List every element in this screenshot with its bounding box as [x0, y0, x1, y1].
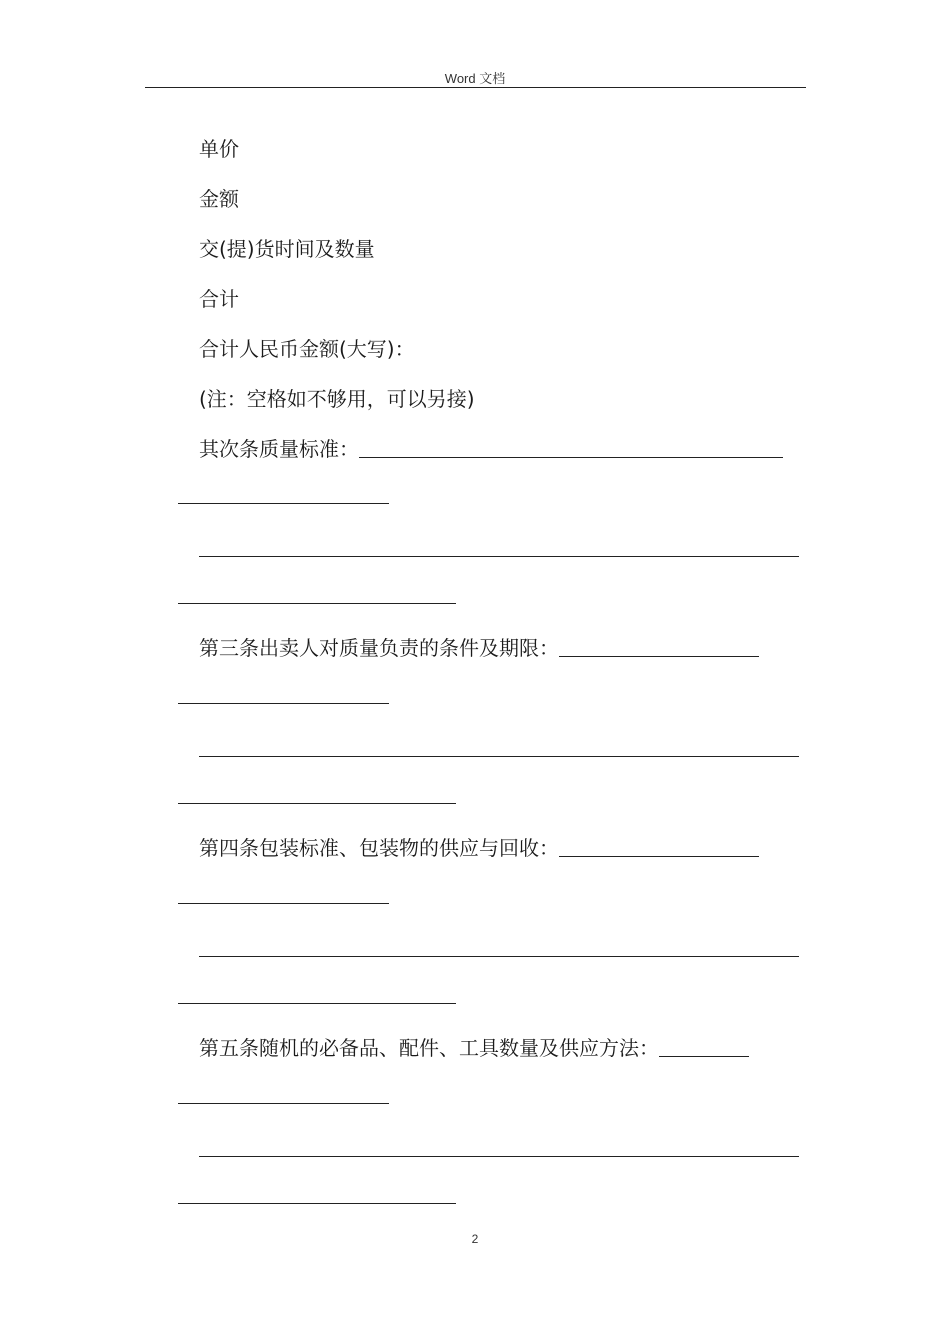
clause2-extra-line — [199, 533, 799, 563]
amount-label — [199, 184, 239, 214]
page-number: 2 — [471, 1232, 479, 1246]
delivery-text: 交(提)货时间及数量 — [199, 237, 375, 261]
clause5-extra-line — [199, 1133, 799, 1163]
clause3-extra-continuation — [178, 780, 456, 810]
clause2-continuation — [178, 480, 389, 510]
clause3-line — [199, 633, 759, 663]
note-text — [199, 384, 475, 414]
clause5-extra-blank[interactable] — [199, 1156, 799, 1157]
clause3-continuation-blank[interactable] — [178, 703, 389, 704]
clause4-extra-continuation — [178, 980, 456, 1010]
clause3-continuation — [178, 680, 389, 710]
clause4-extra-continuation-blank[interactable] — [178, 1003, 456, 1004]
clause4-blank[interactable] — [559, 856, 759, 857]
total-rmb-text: 合计人民币金额(大写)： — [199, 337, 415, 361]
clause2-extra-blank[interactable] — [199, 556, 799, 557]
total-rmb-label — [199, 334, 415, 364]
clause5-extra-continuation-blank[interactable] — [178, 1203, 456, 1204]
delivery-label — [199, 234, 375, 264]
clause5-extra-continuation — [178, 1180, 456, 1210]
clause4-label: 第四条包装标准、包装物的供应与回收： — [199, 836, 559, 860]
clause2-label: 其次条质量标准： — [199, 437, 359, 461]
clause2-extra-continuation-blank[interactable] — [178, 603, 456, 604]
clause4-extra-blank[interactable] — [199, 956, 799, 957]
clause5-continuation — [178, 1080, 389, 1110]
clause4-continuation — [178, 880, 389, 910]
clause5-blank[interactable] — [659, 1056, 749, 1057]
clause3-extra-continuation-blank[interactable] — [178, 803, 456, 804]
header-rule — [145, 87, 806, 88]
clause2-extra-continuation — [178, 580, 456, 610]
clause3-extra-blank[interactable] — [199, 756, 799, 757]
clause5-label: 第五条随机的必备品、配件、工具数量及供应方法： — [199, 1036, 659, 1060]
clause3-blank[interactable] — [559, 656, 759, 657]
clause4-extra-line — [199, 933, 799, 963]
total-label — [199, 284, 239, 314]
clause3-extra-line — [199, 733, 799, 763]
clause4-line — [199, 833, 759, 863]
header-title: Word 文档 — [444, 71, 506, 86]
amount-text: 金额 — [199, 187, 239, 211]
clause3-label: 第三条出卖人对质量负责的条件及期限： — [199, 636, 559, 660]
clause2-blank[interactable] — [359, 457, 783, 458]
clause5-line — [199, 1033, 749, 1063]
unit-price-label — [199, 134, 239, 164]
clause2-line — [199, 434, 783, 464]
note-label: (注：空格如不够用，可以另接) — [199, 387, 475, 411]
total-text: 合计 — [199, 287, 239, 311]
clause4-continuation-blank[interactable] — [178, 903, 389, 904]
unit-price-text: 单价 — [199, 137, 239, 161]
clause2-continuation-blank[interactable] — [178, 503, 389, 504]
clause5-continuation-blank[interactable] — [178, 1103, 389, 1104]
